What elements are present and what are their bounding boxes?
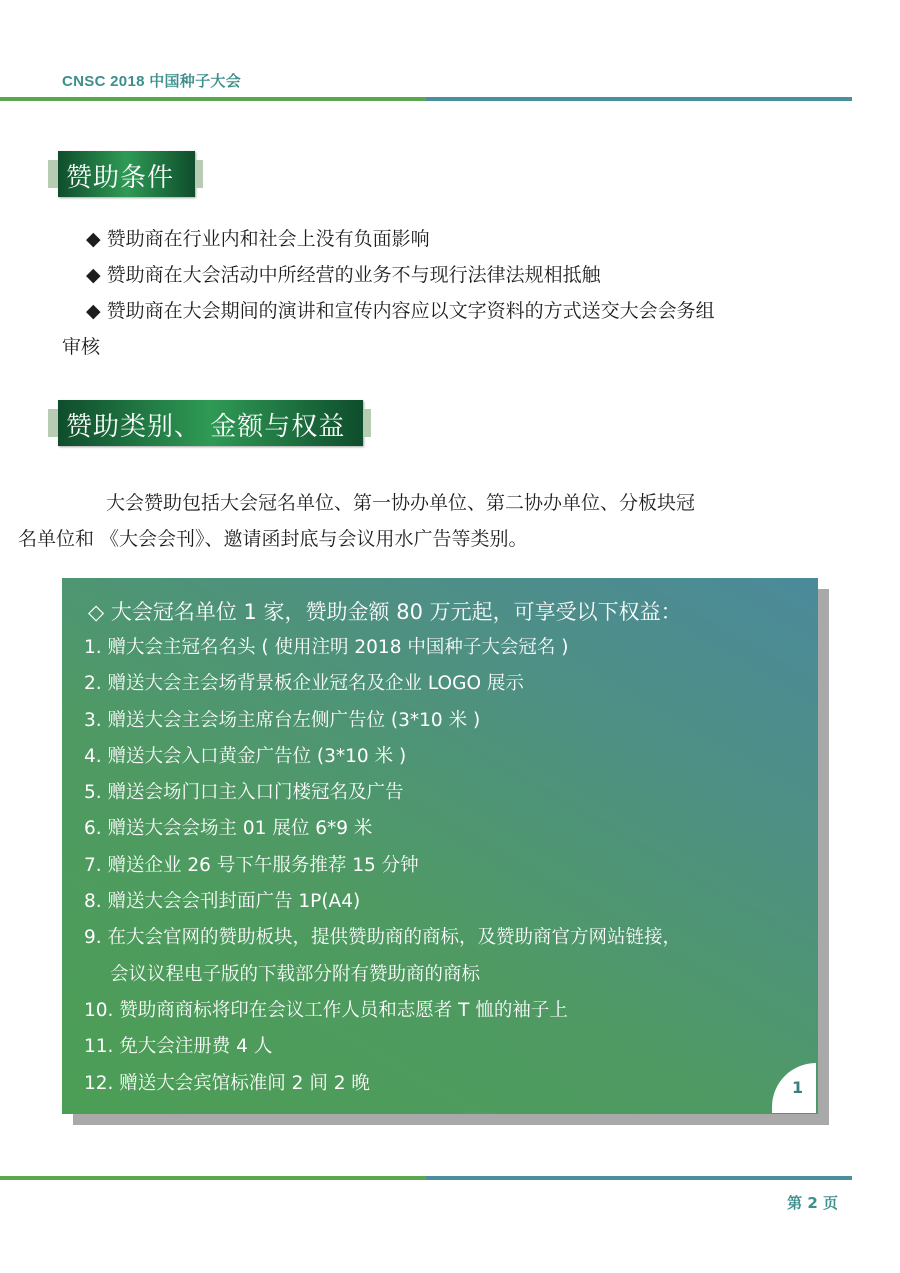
section-heading-label: 赞助类别、 金额与权益 [66,412,346,442]
diamond-bullet-icon: ◆ [86,228,101,250]
list-item: 7. 赠送企业 26 号下午服务推荐 15 分钟 [84,854,419,876]
list-item: 2. 赠送大会主会场背景板企业冠名及企业 LOGO 展示 [84,673,524,695]
diamond-bullet-icon: ◆ [86,264,101,286]
section-heading-conditions [58,151,195,197]
categories-intro [18,485,822,557]
intro-line: 大会赞助包括大会冠名单位、第一协办单位、第二协办单位、分板块冠 [106,492,696,514]
conditions-list [62,221,822,365]
section-heading-categories [58,400,363,446]
section-heading-label: 赞助条件 [66,163,175,193]
list-item [62,257,822,293]
list-item-continuation: 会议议程电子版的下载部分附有赞助商的商标 [110,963,481,985]
header-divider [0,97,852,101]
list-item: 6. 赠送大会会场主 01 展位 6*9 米 [84,818,373,840]
list-item: 5. 赠送会场门口主入口门楼冠名及广告 [84,782,404,804]
page-number: 第 2 页 [787,1194,838,1212]
header-title: CNSC 2018 中国种子大会 [62,73,242,90]
list-item: 12. 赠送大会宾馆标准间 2 间 2 晚 [84,1072,370,1094]
benefits-box [62,578,818,1114]
list-item: 11. 免大会注册费 4 人 [84,1036,273,1058]
footer-divider [0,1176,852,1180]
list-item: 1. 赠大会主冠名名头 ( 使用注明 2018 中国种子大会冠名 ) [84,637,569,658]
list-item-text: 赞助商在行业内和社会上没有负面影响 [106,228,430,250]
diamond-bullet-icon: ◆ [86,300,101,322]
list-item: 3. 赠送大会主会场主席台左侧广告位 (3*10 米 ) [84,709,481,731]
list-item: 9. 在大会官网的赞助板块，提供赞助商的商标，及赞助商官方网站链接， [84,927,682,949]
list-item: 4. 赠送大会入口黄金广告位 (3*10 米 ) [84,745,407,767]
intro-line: 名单位和 《大会会刊》、邀请函封底与会议用水广告等类别。 [18,528,528,550]
list-item: 10. 赞助商商标将印在会议工作人员和志愿者 T 恤的袖子上 [84,999,568,1021]
list-item: 8. 赠送大会会刊封面广告 1P(A4) [84,891,361,913]
list-item-text: 审核 [62,336,101,358]
list-item-continuation [62,329,822,365]
corner-number: 1 [792,1078,804,1097]
benefits-list [84,630,804,1102]
list-item-text: 赞助商在大会活动中所经营的业务不与现行法律法规相抵触 [106,264,601,286]
benefits-box-title: ◇ 大会冠名单位 1 家，赞助金额 80 万元起，可享受以下权益： [88,600,682,624]
list-item [62,221,822,257]
list-item [62,293,822,329]
list-item-text: 赞助商在大会期间的演讲和宣传内容应以文字资料的方式送交大会会务组 [106,300,715,322]
